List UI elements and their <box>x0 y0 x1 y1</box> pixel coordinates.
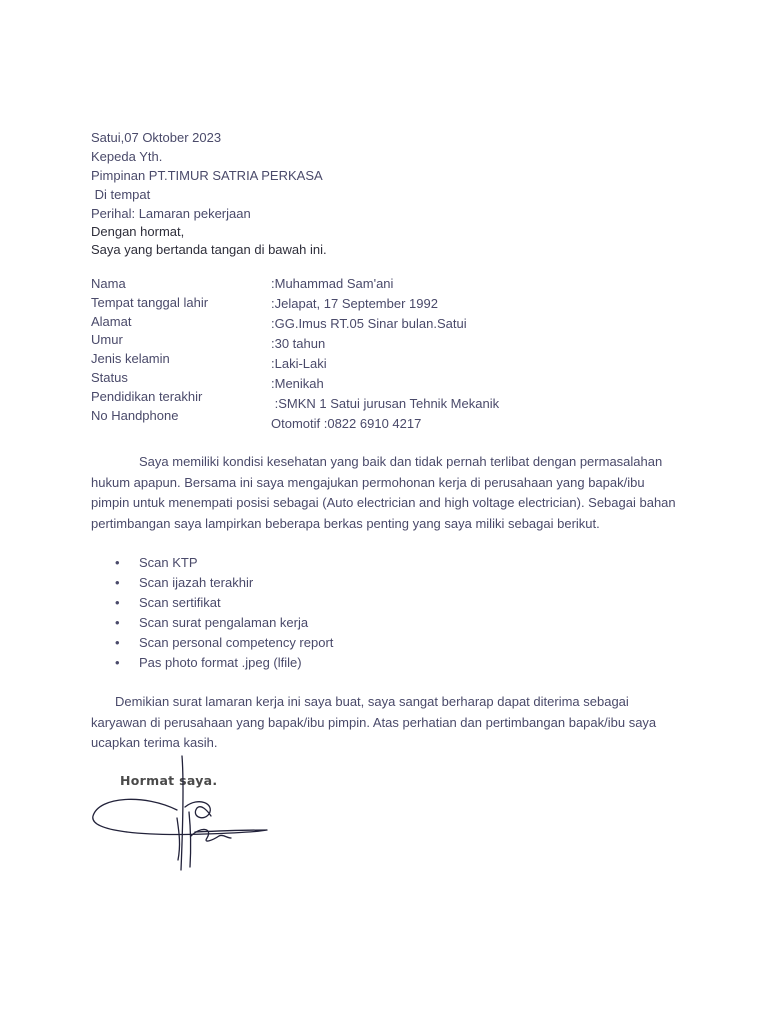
list-item <box>115 573 333 593</box>
bullet-icon: • <box>115 575 120 590</box>
subject-line: Perihal: Lamaran pekerjaan <box>91 206 251 221</box>
field-label-handphone: No Handphone <box>91 408 179 423</box>
bullet-icon: • <box>115 615 120 630</box>
list-item-label: Scan sertifikat <box>139 595 221 610</box>
field-label-pendidikan: Pendidikan terakhir <box>91 389 203 404</box>
field-label-alamat: Alamat <box>91 314 132 329</box>
recipient-line: Pimpinan PT.TIMUR SATRIA PERKASA <box>91 168 323 183</box>
addressee-line: Kepeda Yth. <box>91 149 163 164</box>
signature-label: Hormat saya. <box>120 773 218 788</box>
field-value-status: :Menikah <box>271 376 324 391</box>
field-label-nama: Nama <box>91 276 126 291</box>
list-item-label: Scan personal competency report <box>139 635 334 650</box>
list-item <box>115 613 333 633</box>
body-paragraph: Saya memiliki kondisi kesehatan yang baik dan tidak pernah terlibat dengan permasalahan hukum apapun. Bersama ini saya mengajukan permohonan kerja di perusahaan yang bapak/ibu pimpin untuk menempati posisi sebagai (Auto electrician and high voltage electrician). Sebagai bahan pertimbangan saya lampirkan beberapa berkas penting yang saya miliki sebagai berikut. <box>91 454 676 531</box>
bullet-icon: • <box>115 555 120 570</box>
list-item-label: Scan KTP <box>139 555 198 570</box>
field-label-ttl: Tempat tanggal lahir <box>91 295 209 310</box>
field-value-pendidikan: :SMKN 1 Satui jurusan Tehnik Mekanik <box>271 396 500 411</box>
list-item <box>115 593 333 613</box>
greeting-line: Dengan hormat, <box>91 224 185 239</box>
field-value-jenis-kelamin: :Laki-Laki <box>271 356 327 371</box>
intro-line: Saya yang bertanda tangan di bawah ini. <box>91 242 327 257</box>
list-item-label: Scan surat pengalaman kerja <box>139 615 309 630</box>
list-item <box>115 653 333 673</box>
field-value-umur: :30 tahun <box>271 336 326 351</box>
field-label-jenis-kelamin: Jenis kelamin <box>91 351 170 366</box>
field-label-status: Status <box>91 370 128 385</box>
handwritten-signature <box>85 752 275 877</box>
list-item-label: Pas photo format .jpeg (lfile) <box>139 655 302 670</box>
location-line: Di tempat <box>91 187 151 202</box>
field-value-handphone: Otomotif :0822 6910 4217 <box>271 416 422 431</box>
bullet-icon: • <box>115 635 120 650</box>
field-value-nama: :Muhammad Sam'ani <box>271 276 394 291</box>
closing-paragraph: Demikian surat lamaran kerja ini saya buat, saya sangat berharap dapat diterima sebagai karyawan di perusahaan yang bapak/ibu pimpin. Atas perhatian dan pertimbangan bapak/ibu saya ucapkan terima kasih. <box>91 694 657 750</box>
list-item-label: Scan ijazah terakhir <box>139 575 254 590</box>
attachment-list <box>115 553 333 673</box>
field-value-ttl: :Jelapat, 17 September 1992 <box>271 296 438 311</box>
bullet-icon: • <box>115 655 120 670</box>
bullet-icon: • <box>115 595 120 610</box>
field-value-alamat: :GG.Imus RT.05 Sinar bulan.Satui <box>271 316 467 331</box>
list-item <box>115 633 333 653</box>
list-item <box>115 553 333 573</box>
field-label-umur: Umur <box>91 332 123 347</box>
letter-date: Satui,07 Oktober 2023 <box>91 130 222 145</box>
